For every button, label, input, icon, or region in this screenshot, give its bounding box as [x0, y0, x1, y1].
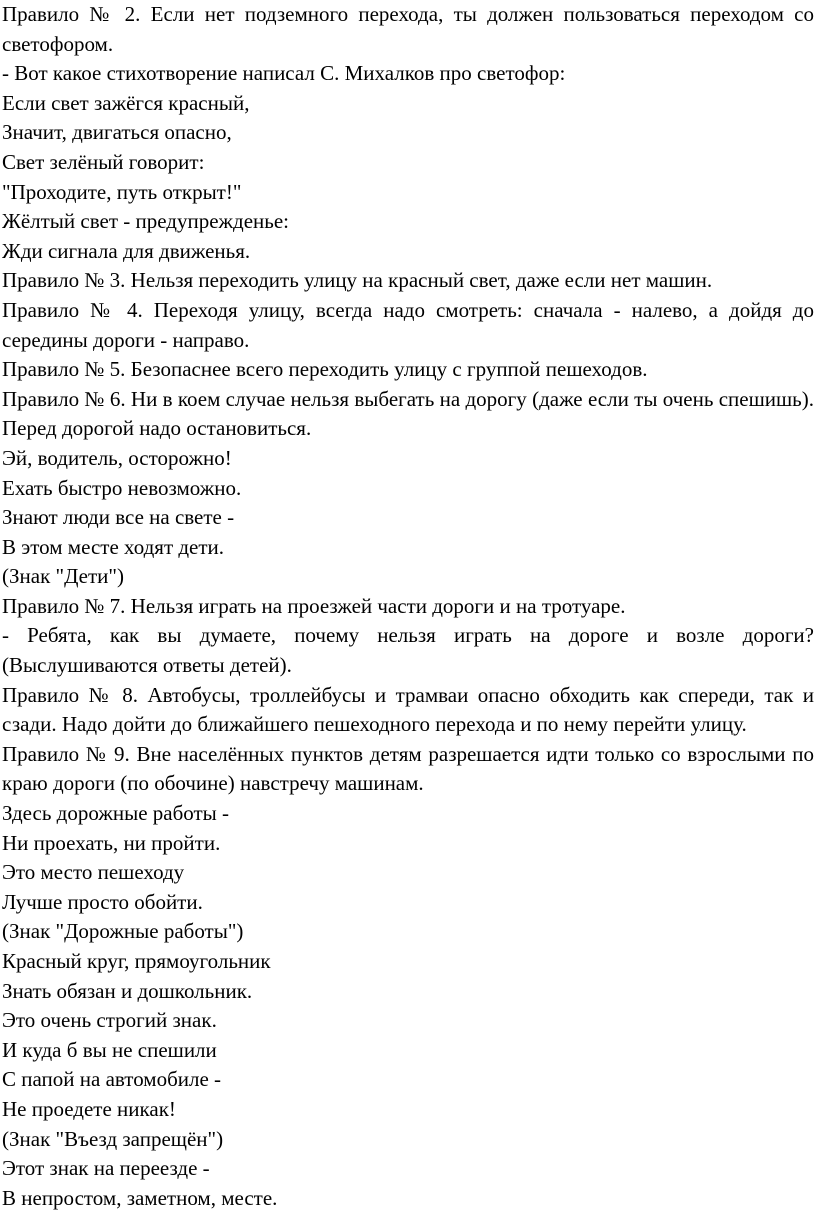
- poem-line: С папой на автомобиле -: [2, 1067, 222, 1092]
- poem-line: Знать обязан и дошкольник.: [2, 978, 253, 1003]
- rule-7-paragraph: Правило № 7. Нельзя играть на проезжей части дороги и на тротуаре.: [2, 593, 626, 618]
- poem-line: И куда б вы не спешили: [2, 1037, 217, 1062]
- rule-9-paragraph: Правило № 9. Вне населённых пунктов детям разрешается идти только со взрослыми по краю дороги (по обочине) навстречу машинам.: [2, 741, 814, 796]
- poem-line: Это место пешеходу: [2, 860, 185, 885]
- poem-line: Если свет зажёгся красный,: [2, 90, 250, 115]
- poem-line: Значит, двигаться опасно,: [2, 120, 232, 145]
- poem-line: Красный круг, прямоугольник: [2, 949, 271, 973]
- rule-5-paragraph: Правило № 5. Безопаснее всего переходить улицу с группой пешеходов.: [2, 357, 648, 382]
- rule-8-paragraph: Правило № 8. Автобусы, троллейбусы и трамваи опасно обходить как спереди, так и сзади. Надо дойти до ближайшего пешеходного перехода и по нему перейти улицу.: [2, 682, 814, 737]
- poem-line: В непростом, заметном, месте.: [2, 1185, 278, 1210]
- poem-line: "Проходите, путь открыт!": [2, 179, 242, 204]
- poem-line: Не проедете никак!: [2, 1096, 176, 1121]
- poem-line: Ехать быстро невозможно.: [2, 475, 242, 500]
- poem-line: Жёлтый свет - предупрежденье:: [2, 209, 290, 234]
- rule-2-paragraph: Правило № 2. Если нет подземного перехода, ты должен пользоваться переходом со светофором.: [2, 2, 814, 56]
- rule-4-paragraph: Правило № 4. Переходя улицу, всегда надо смотреть: сначала - налево, а дойдя до середины дороги - направо.: [2, 297, 814, 352]
- poem-line: Здесь дорожные работы -: [2, 801, 230, 826]
- question-paragraph: - Ребята, как вы думаете, почему нельзя играть на дороге и возле дороги? (Выслушиваются ответы детей).: [2, 623, 814, 678]
- poem-line: Это очень строгий знак.: [2, 1008, 217, 1033]
- sign-caption: (Знак "Въезд запрещён"): [2, 1126, 224, 1151]
- poem-line: Этот знак на переезде -: [2, 1156, 210, 1181]
- rule-3-paragraph: Правило № 3. Нельзя переходить улицу на красный свет, даже если нет машин.: [2, 268, 713, 293]
- poem-line: Свет зелёный говорит:: [2, 149, 205, 174]
- rule-6-paragraph: Правило № 6. Ни в коем случае нельзя выбегать на дорогу (даже если ты очень спешишь). Перед дорогой надо остановиться.: [2, 386, 814, 441]
- poem-line: Жди сигнала для движенья.: [2, 238, 251, 263]
- intro-line: - Вот какое стихотворение написал С. Михалков про светофор:: [2, 61, 566, 86]
- poem-line: В этом месте ходят дети.: [2, 534, 225, 559]
- sign-caption: (Знак "Дорожные работы"): [2, 919, 244, 944]
- poem-line: Ни проехать, ни пройти.: [2, 830, 221, 855]
- poem-line: Лучше просто обойти.: [2, 889, 203, 914]
- poem-line: Эй, водитель, осторожно!: [2, 445, 232, 470]
- sign-caption: (Знак "Дети"): [2, 564, 124, 589]
- poem-line: Знают люди все на свете -: [2, 505, 235, 530]
